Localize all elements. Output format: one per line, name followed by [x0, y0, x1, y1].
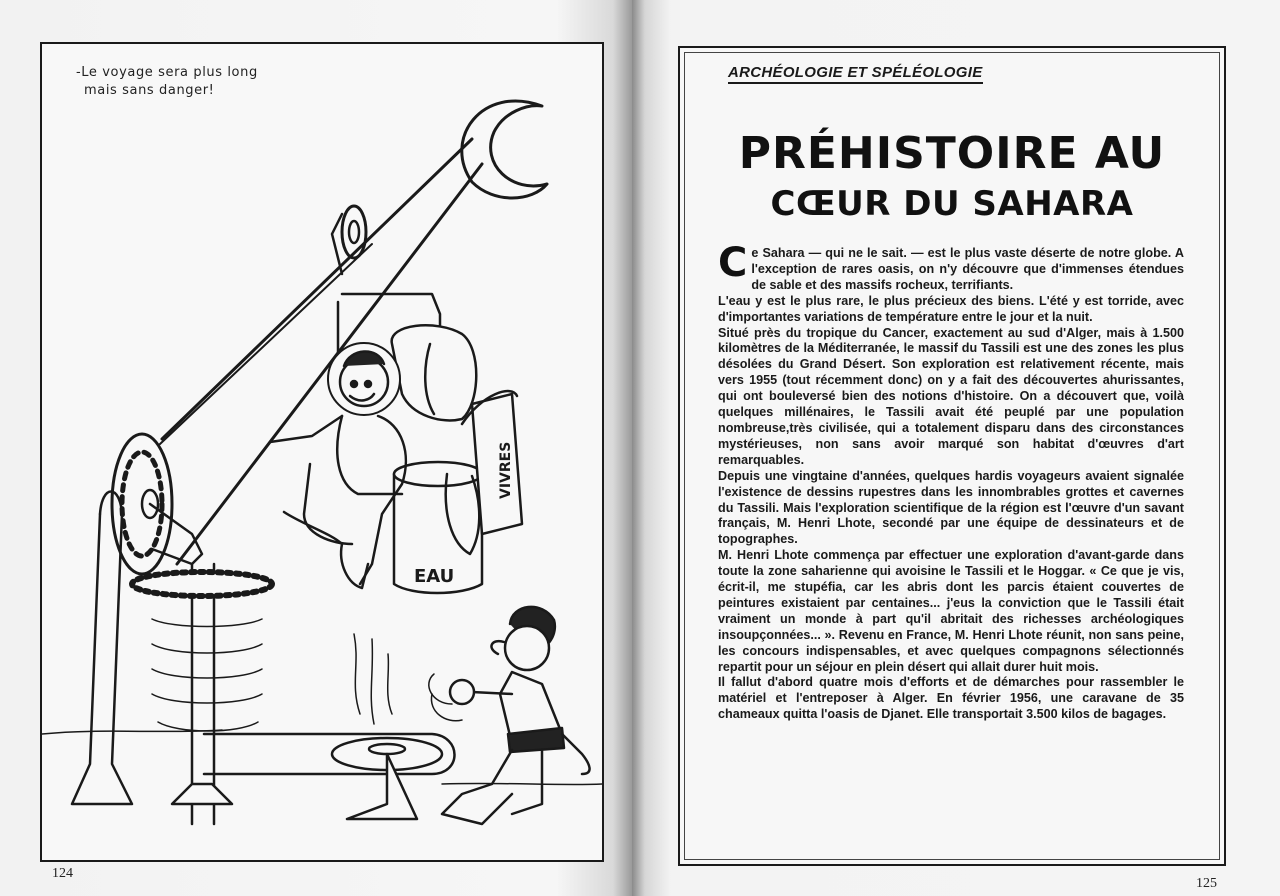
cartoon-illustration	[42, 44, 602, 860]
section-rubric: ARCHÉOLOGIE ET SPÉLÉOLOGIE	[728, 64, 983, 84]
crescent-moon-icon	[462, 101, 547, 198]
paragraph-5: M. Henri Lhote commença par effectuer une exploration d'avant-garde dans toute la zone saharienne qui avoisine le Tassili et le Hoggar. « Ce que je vis, écrit-il, me stupéfia, car les abris dont les parcis étaient couvertes de peintures existaient par centaines... j'eus la conviction que le Tassili était vraiment un monde à part qu'il abritait des richesses archéologiques insoupçonnées... ». Revenu en France, M. Henri Lhote réunit, non sans peine, les concours indispensables, et avec quelques compagnons sélectionnés repartit pour un séjour en plein désert qui allait durer huit mois.	[718, 548, 1184, 674]
caption-line-2: mais sans danger!	[84, 83, 215, 98]
left-page	[0, 0, 632, 896]
page-number-right: 125	[1196, 876, 1217, 891]
article-title-line-2: CŒUR DU SAHARA	[770, 184, 1134, 224]
water-can	[394, 462, 482, 593]
paragraph-2: L'eau y est le plus rare, le plus précieux des biens. L'été y est torride, avec d'importantes variations de température entre le jour et la nuit.	[718, 293, 1184, 324]
article-title-line-1: PRÉHISTOIRE AU	[738, 128, 1166, 179]
page-number-left: 124	[52, 866, 73, 881]
can-label-eau: EAU	[414, 566, 455, 587]
pulley-wheel-icon	[332, 206, 366, 274]
astronaut-boy	[270, 343, 406, 588]
cartoon-panel	[40, 42, 604, 862]
caption-line-1: -Le voyage sera plus long	[76, 65, 258, 80]
drop-cap: C	[718, 240, 748, 286]
speech-caption	[76, 64, 258, 100]
article-frame	[678, 46, 1226, 866]
paragraph-4: Depuis une vingtaine d'années, quelques hardis voyageurs avaient signalée l'existence de dessins rupestres dans les innombrables grottes et cavernes du Tassili. Mais l'exploration scientifique de la région est l'œuvre d'un savant français, M. Henri Lhote, secondé par une équipe de dessinateurs et de topographes.	[718, 468, 1184, 547]
paragraph-1	[718, 240, 1184, 294]
sack-label-vivres: VIVRES	[498, 441, 514, 499]
paragraph-1-text: e Sahara — qui ne le sait. — est le plus vaste déserte de notre globe. A l'exception de rares oasis, on n'y découvre que d'immenses étendues de sable et des massifs rocheux, terrifiants.	[751, 246, 1184, 292]
paragraph-6: Il fallut d'abord quatre mois d'efforts et de démarches pour rassembler le matériel et l'entreposer à Alger. En février 1956, une caravane de 35 chameaux quitta l'oasis de Djanet. Elle transportait 3.500 kilos de bagages.	[718, 675, 1184, 722]
article-body	[718, 240, 1184, 723]
crank-man	[442, 607, 590, 824]
paragraph-3: Situé près du tropique du Cancer, exactement au sud d'Alger, mais à 1.500 kilomètres de la Méditerranée, le massif du Tassili est une des zones les plus désolées du Grand Désert. Son exploration est relativement récente, mais vers 1955 (tout récemment donc) on y a fait des découvertes ahurissantes, qui ont bouleversé bien des notions d'histoire. On a découvert que, voilà quelques millénaires, le Tassili avait été peuplé par une population nombreuse,très civilisée, qui a totalement disparu dans des circonstances mystérieuses, non sans avoir marqué son habitat d'œuvres d'art remarquables.	[718, 325, 1184, 467]
